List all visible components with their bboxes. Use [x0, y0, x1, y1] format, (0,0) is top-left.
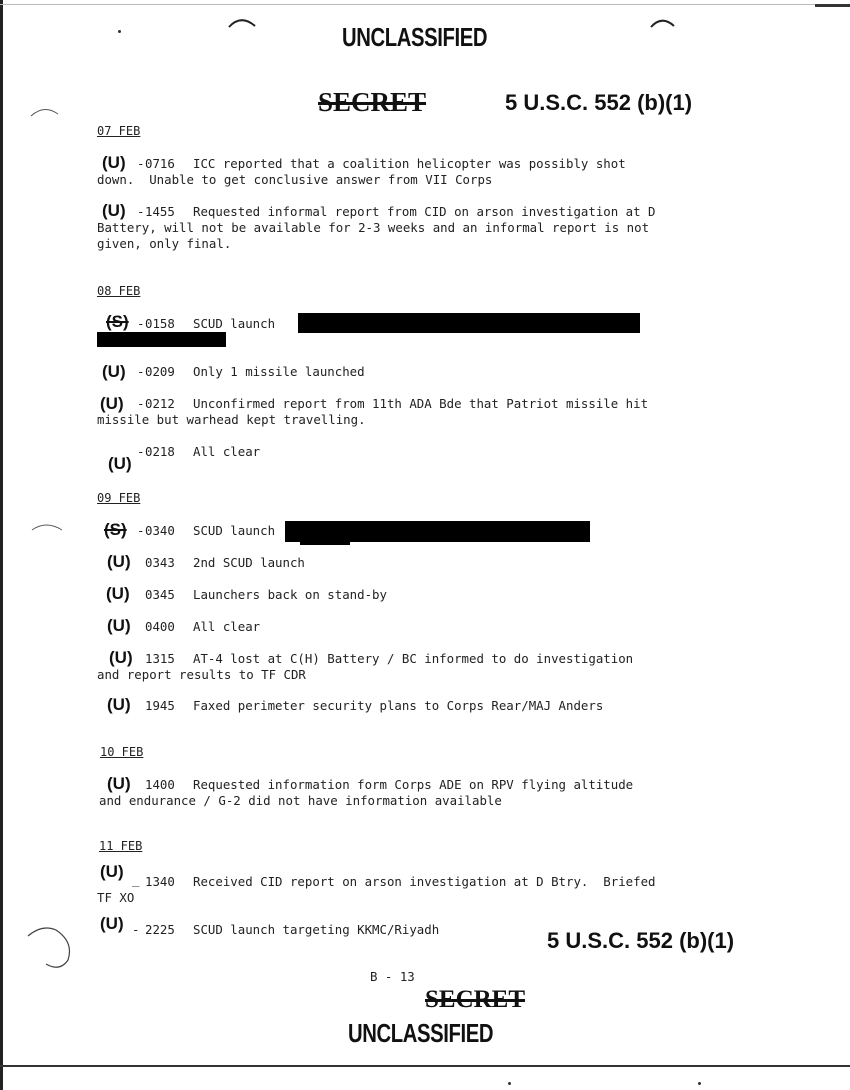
entry-text-continued: Battery, will not be available for 2-3 weeks and an informal report is not [97, 220, 650, 235]
entry-text-continued: given, only final. [97, 236, 232, 251]
entry-time: 0716 [145, 156, 175, 171]
scan-artifact-mark [28, 518, 68, 558]
entry-dash: - [137, 204, 145, 219]
entry-dash: - [132, 922, 140, 937]
entry-time: 0340 [145, 523, 175, 538]
punch-hole-mark-right [648, 14, 678, 30]
classification-mark: (U) [107, 695, 131, 714]
entry-time: 1340 [145, 874, 175, 889]
classification-mark: (U) [100, 914, 124, 933]
entry-time: 1400 [145, 777, 175, 792]
classification-mark: (U) [107, 552, 131, 571]
foia-exemption-top: 5 U.S.C. 552 (b)(1) [505, 90, 693, 115]
entry-text-continued: missile but warhead kept travelling. [97, 412, 366, 427]
entry-text: Received CID report on arson investigation at D Btry. Briefed [193, 874, 656, 889]
entry-text: SCUD launch [193, 523, 276, 538]
entry-text: 2nd SCUD launch [193, 555, 305, 570]
entry-time: 0158 [145, 316, 175, 331]
classification-mark: (U) [107, 774, 131, 793]
scan-left-edge [0, 0, 3, 1090]
entry-time: 1315 [145, 651, 175, 666]
entry-text-continued: TF XO [97, 890, 135, 905]
date-heading: 09 FEB [97, 491, 141, 505]
date-heading: 07 FEB [97, 124, 141, 138]
scan-speck [698, 1082, 701, 1085]
entry-text: SCUD launch targeting KKMC/Riyadh [193, 922, 440, 937]
entry-time: 0209 [145, 364, 175, 379]
entry-time: 0212 [145, 396, 175, 411]
classification-mark: (U) [102, 153, 126, 172]
entry-text: SCUD launch [193, 316, 276, 331]
entry-text: Launchers back on stand-by [193, 587, 387, 602]
classification-banner-top: UNCLASSIFIED [342, 22, 488, 52]
scan-speck [508, 1082, 511, 1085]
scan-top-right-mark [815, 4, 850, 7]
date-heading: 08 FEB [97, 284, 141, 298]
entry-text: Unconfirmed report from 11th ADA Bde that Patriot missile hit [193, 396, 649, 411]
date-heading: 10 FEB [100, 745, 144, 759]
classification-mark: (U) [102, 362, 126, 381]
entry-time: 0343 [145, 555, 175, 570]
punch-hole-mark-bottom [24, 920, 80, 972]
punch-hole-mark-left [225, 14, 259, 30]
entry-time: 2225 [145, 922, 175, 937]
entry-text: All clear [193, 619, 261, 634]
entry-text: Faxed perimeter security plans to Corps Rear/MAJ Anders [193, 698, 604, 713]
classification-mark: (U) [100, 394, 124, 413]
classification-mark: (U) [109, 648, 133, 667]
foia-exemption-bottom: 5 U.S.C. 552 (b)(1) [547, 928, 735, 953]
entry-text: AT-4 lost at C(H) Battery / BC informed to do investigation [193, 651, 634, 666]
entry-dash: _ [132, 872, 140, 887]
entry-text: All clear [193, 444, 261, 459]
entry-dash: - [137, 364, 145, 379]
entry-text: ICC reported that a coalition helicopter was possibly shot [193, 156, 626, 171]
secret-marking-struck-bottom: SECRET [425, 986, 526, 1013]
classification-mark-struck: (S) [104, 520, 127, 539]
date-heading: 11 FEB [99, 839, 143, 853]
redaction-block [300, 541, 350, 545]
classification-mark: (U) [108, 454, 132, 473]
entry-time: 0400 [145, 619, 175, 634]
page-number: B - 13 [370, 969, 415, 984]
scan-bottom-edge [0, 1065, 850, 1067]
entry-text: Requested information form Corps ADE on RPV flying altitude [193, 777, 634, 792]
entry-dash: - [137, 156, 145, 171]
entry-text-continued: down. Unable to get conclusive answer from VII Corps [97, 172, 493, 187]
entry-text: Only 1 missile launched [193, 364, 365, 379]
entry-text-continued: and report results to TF CDR [97, 667, 306, 682]
entry-time: 1455 [145, 204, 175, 219]
classification-mark: (U) [106, 584, 130, 603]
secret-marking-struck-top: SECRET [318, 87, 427, 117]
entry-time: 0218 [145, 444, 175, 459]
scan-speck [118, 30, 121, 33]
entry-time: 0345 [145, 587, 175, 602]
classification-mark-struck: (S) [106, 312, 129, 331]
redaction-block [97, 332, 226, 347]
scan-artifact-mark [28, 104, 62, 124]
entry-text: Requested informal report from CID on arson investigation at D [193, 204, 656, 219]
entry-dash: - [137, 396, 145, 411]
entry-dash: - [137, 316, 145, 331]
scan-top-edge [0, 4, 850, 5]
redaction-block [285, 521, 590, 542]
entry-dash: - [137, 444, 145, 459]
classification-mark: (U) [100, 862, 124, 881]
entry-text-continued: and endurance / G-2 did not have information available [99, 793, 502, 808]
entry-dash: - [137, 523, 145, 538]
classification-mark: (U) [107, 616, 131, 635]
entry-time: 1945 [145, 698, 175, 713]
redaction-block [298, 313, 640, 333]
classification-mark: (U) [102, 201, 126, 220]
classification-banner-bottom: UNCLASSIFIED [348, 1018, 494, 1048]
